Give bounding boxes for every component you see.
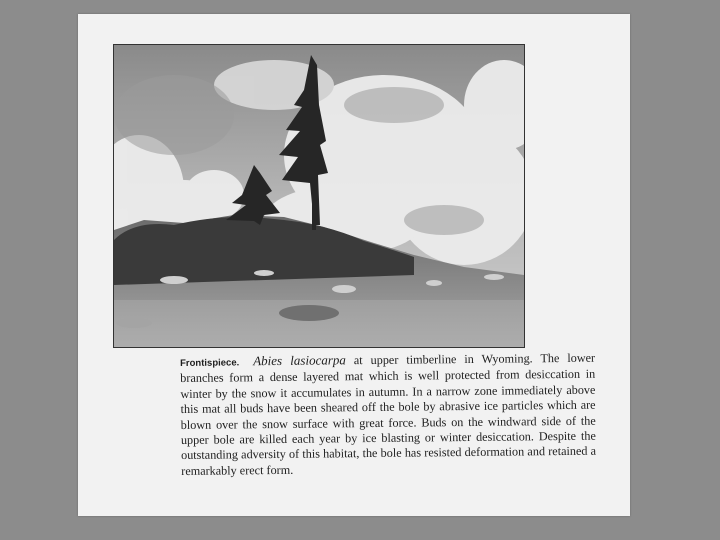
book-page <box>78 14 630 516</box>
caption-label: Frontispiece. <box>180 357 240 369</box>
caption-text: at upper timberline in Wyoming. The lower branches form a dense layered mat which is well protected from desiccation in winter by the snow it accumulates in autumn. In a narrow zone immediately above this mat all buds have been sheared off the bole by abrasive ice particles which are blown over the snow surface with great force. Buds on the windward side of the upper bole are killed each year by ice blasting or winter desiccation. Despite the outstanding adversity of this habitat, the bole has resisted deformation and retained a remarkably erect form. <box>180 350 597 478</box>
foreground-grass <box>114 300 524 347</box>
frontispiece-photograph <box>113 44 525 348</box>
frontispiece-caption <box>180 350 596 480</box>
species-name: Abies lasiocarpa <box>253 352 346 369</box>
timberline-fir-image <box>114 45 524 347</box>
